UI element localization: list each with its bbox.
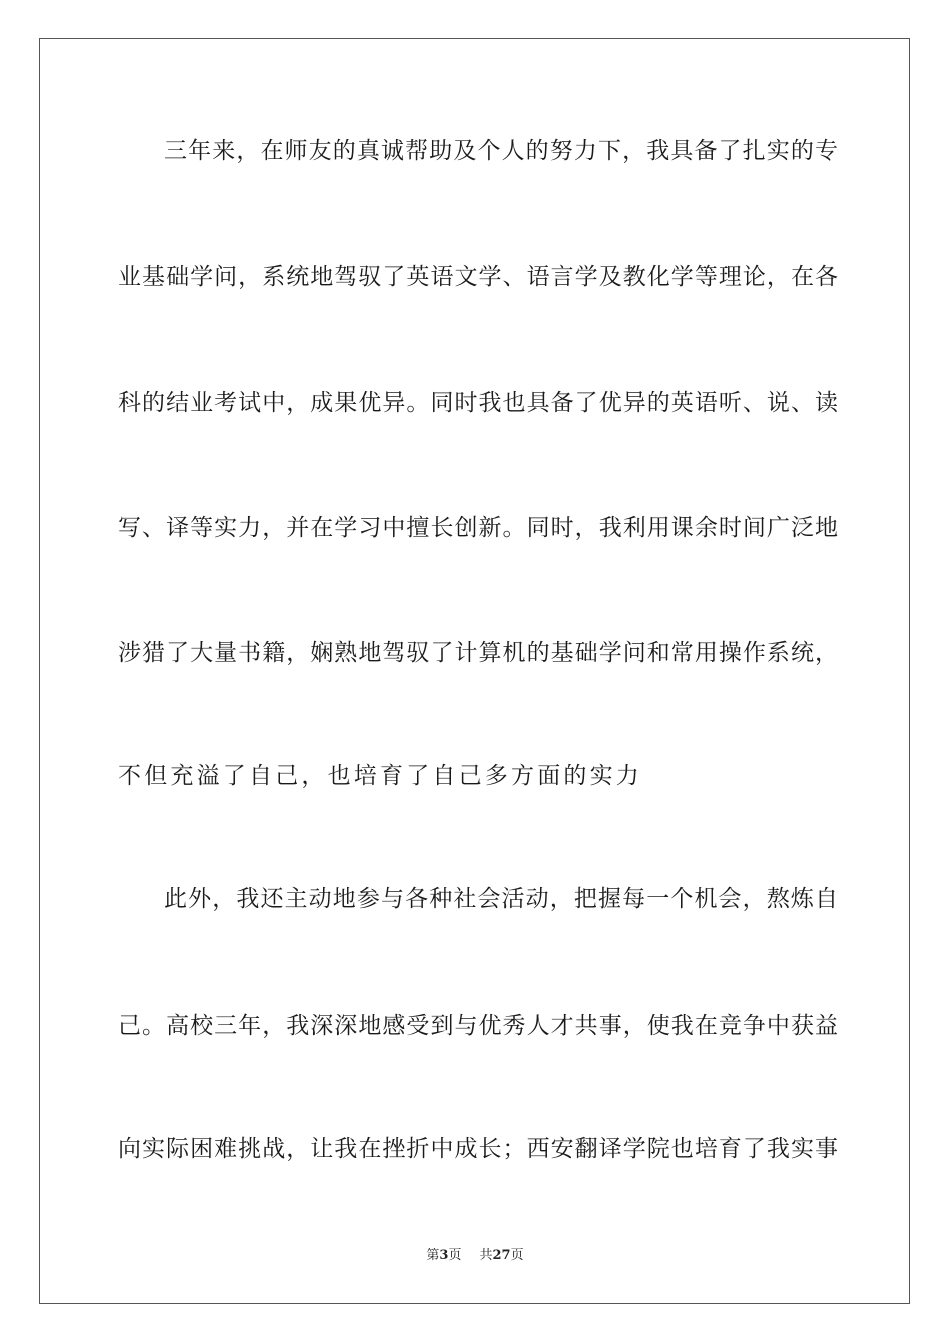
text-line: 不但充溢了自己，也培育了自己多方面的实力 (118, 763, 642, 789)
text-line: 业基础学问，系统地驾驭了英语文学、语言学及教化学等理论，在各 (118, 264, 838, 290)
text-line: 写、译等实力，并在学习中擅长创新。同时，我利用课余时间广泛地 (118, 515, 838, 541)
text-line: 三年来，在师友的真诚帮助及个人的努力下，我具备了扎实的专 (164, 138, 838, 164)
total-prefix: 共 (479, 1248, 493, 1263)
text-line: 科的结业考试中，成果优异。同时我也具备了优异的英语听、说、读 (118, 390, 838, 416)
text-line: 己。高校三年，我深深地感受到与优秀人才共事，使我在竞争中获益 (118, 1013, 838, 1039)
page-prefix: 第 (426, 1248, 440, 1263)
page-number: 3 (439, 1248, 449, 1263)
text-line: 向实际困难挑战，让我在挫折中成长；西安翻译学院也培育了我实事 (118, 1136, 838, 1162)
page-border (39, 38, 910, 1304)
total-suffix: 页 (510, 1248, 524, 1263)
total-pages: 27 (492, 1248, 511, 1263)
page-footer (0, 1247, 950, 1265)
text-line: 此外，我还主动地参与各种社会活动，把握每一个机会，熬炼自 (164, 886, 838, 912)
page-suffix: 页 (448, 1248, 462, 1263)
text-line: 涉猎了大量书籍，娴熟地驾驭了计算机的基础学问和常用操作系统， (118, 640, 838, 666)
